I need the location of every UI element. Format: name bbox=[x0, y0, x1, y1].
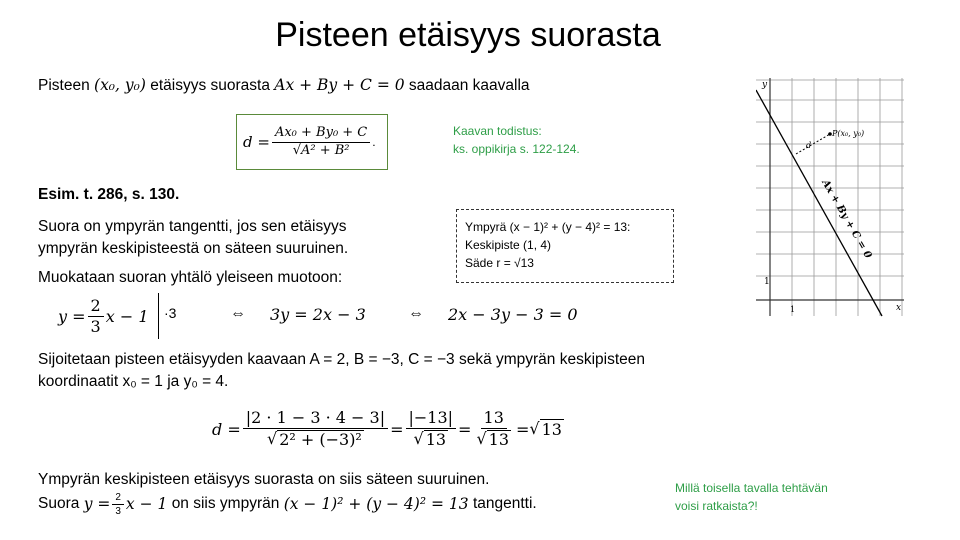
calc-f3-num: 13 bbox=[481, 409, 507, 429]
transform-fraction bbox=[88, 297, 104, 335]
formula-numerator: Ax₀ + By₀ + C bbox=[272, 126, 370, 142]
transform-eq2: 3y = 2x − 3 bbox=[270, 305, 366, 324]
formula-lhs: d = bbox=[243, 133, 270, 151]
figure-x-label: x bbox=[896, 303, 902, 313]
formula-fraction bbox=[272, 126, 370, 158]
conclusion-line-2 bbox=[38, 490, 537, 518]
conclusion-eq-rest: x − 1 bbox=[125, 495, 168, 513]
intro-line-equation: Ax + By + C = 0 bbox=[274, 76, 405, 94]
circle-equation: Ympyrä (x − 1)² + (y − 4)² = 13: bbox=[465, 220, 631, 234]
equivalence-arrow-2: ⇔ bbox=[408, 305, 424, 322]
conclusion-frac-num: 2 bbox=[112, 492, 124, 505]
calc-eq-3: = bbox=[516, 419, 530, 439]
intro-line bbox=[38, 74, 530, 97]
transform-eq1 bbox=[58, 294, 149, 338]
calc-f1-den: √ 2² + (−3)² bbox=[266, 429, 362, 449]
distance-formula-box bbox=[236, 114, 388, 170]
conclusion-after: tangentti. bbox=[472, 495, 537, 512]
circle-info-box bbox=[456, 209, 674, 283]
figure-d-label: d bbox=[806, 141, 812, 150]
conclusion-frac-den: 3 bbox=[115, 505, 121, 517]
substitute-line-2: koordinaatit x₀ = 1 ja y₀ = 4. bbox=[38, 373, 229, 390]
proof-note bbox=[453, 122, 580, 158]
calc-f3-den: √ 13 bbox=[476, 429, 510, 449]
substitute-text bbox=[38, 349, 645, 393]
page-title: Pisteen etäisyys suorasta bbox=[275, 16, 661, 54]
calc-eq-1: = bbox=[390, 419, 404, 439]
calc-fraction-3 bbox=[473, 409, 514, 448]
circle-center: Keskipiste (1, 4) bbox=[465, 238, 552, 252]
multiply-divider bbox=[158, 293, 159, 339]
calc-f2-num: |−13| bbox=[406, 409, 457, 429]
equivalence-arrow-1: ⇔ bbox=[230, 305, 246, 322]
tangent-line-1: Suora on ympyrän tangentti, jos sen etäisyys bbox=[38, 218, 347, 235]
example-heading: Esim. t. 286, s. 130. bbox=[38, 186, 180, 203]
figure-y-label: y bbox=[762, 80, 768, 90]
transform-rest: x − 1 bbox=[105, 306, 149, 326]
figure-one-x: 1 bbox=[790, 305, 796, 314]
figure-line bbox=[756, 90, 882, 316]
substitute-line-1: Sijoitetaan pisteen etäisyyden kaavaan A = 2, B = −3, C = −3 sekä ympyrän keskipisteen bbox=[38, 351, 646, 368]
figure-point-label: P(x₀, y₀) bbox=[832, 129, 865, 138]
proof-note-line-1: Kaavan todistus: bbox=[453, 124, 542, 138]
figure-one-y: 1 bbox=[764, 277, 770, 287]
intro-text-after: saadaan kaavalla bbox=[408, 77, 530, 94]
transform-intro: Muokataan suoran yhtälö yleiseen muotoon: bbox=[38, 269, 343, 286]
circle-radius: Säde r = √13 bbox=[465, 256, 534, 270]
calc-result: √ 13 bbox=[529, 419, 562, 439]
calc-fraction-1 bbox=[243, 409, 388, 448]
transform-row bbox=[58, 294, 618, 338]
calc-f2-den: √ 13 bbox=[413, 429, 447, 449]
transform-eq3: 2x − 3y − 3 = 0 bbox=[448, 305, 578, 324]
line-distance-figure bbox=[756, 78, 906, 318]
calc-lhs: d = bbox=[212, 419, 241, 439]
proof-note-line-2: ks. oppikirja s. 122-124. bbox=[453, 142, 580, 156]
question-note-line-1: Millä toisella tavalla tehtävän bbox=[675, 481, 828, 495]
transform-mult: ·3 bbox=[164, 305, 177, 321]
intro-point: (x₀, y₀) bbox=[94, 76, 146, 94]
transform-frac-num: 2 bbox=[88, 297, 104, 317]
transform-frac-den: 3 bbox=[90, 316, 101, 336]
conclusion-before: Suora bbox=[38, 495, 80, 512]
tangent-line-2: ympyrän keskipisteestä on säteen suuruinen. bbox=[38, 240, 349, 257]
conclusion-eq-lhs: y = bbox=[83, 495, 111, 513]
intro-text-before: Pisteen bbox=[38, 77, 90, 94]
calc-fraction-2 bbox=[406, 409, 457, 448]
question-note bbox=[675, 479, 828, 515]
figure-line-label: Ax + By + C = 0 bbox=[819, 178, 874, 261]
distance-calculation bbox=[212, 402, 564, 456]
calc-f1-num: |2 · 1 − 3 · 4 − 3| bbox=[243, 409, 388, 429]
tangent-explanation bbox=[38, 216, 348, 260]
conclusion-mid: on siis ympyrän bbox=[171, 495, 280, 512]
conclusion-line-1: Ympyrän keskipisteen etäisyys suorasta on siis säteen suuruinen. bbox=[38, 471, 490, 488]
question-note-line-2: voisi ratkaista?! bbox=[675, 499, 758, 513]
transform-lhs: y = bbox=[58, 306, 86, 326]
formula-denominator: √A² + B² bbox=[292, 142, 350, 158]
calc-eq-2: = bbox=[458, 419, 472, 439]
formula-dot: . bbox=[372, 135, 376, 149]
conclusion-fraction bbox=[112, 492, 124, 517]
intro-text-mid: etäisyys suorasta bbox=[150, 77, 270, 94]
conclusion-circle: (x − 1)² + (y − 4)² = 13 bbox=[283, 495, 469, 513]
